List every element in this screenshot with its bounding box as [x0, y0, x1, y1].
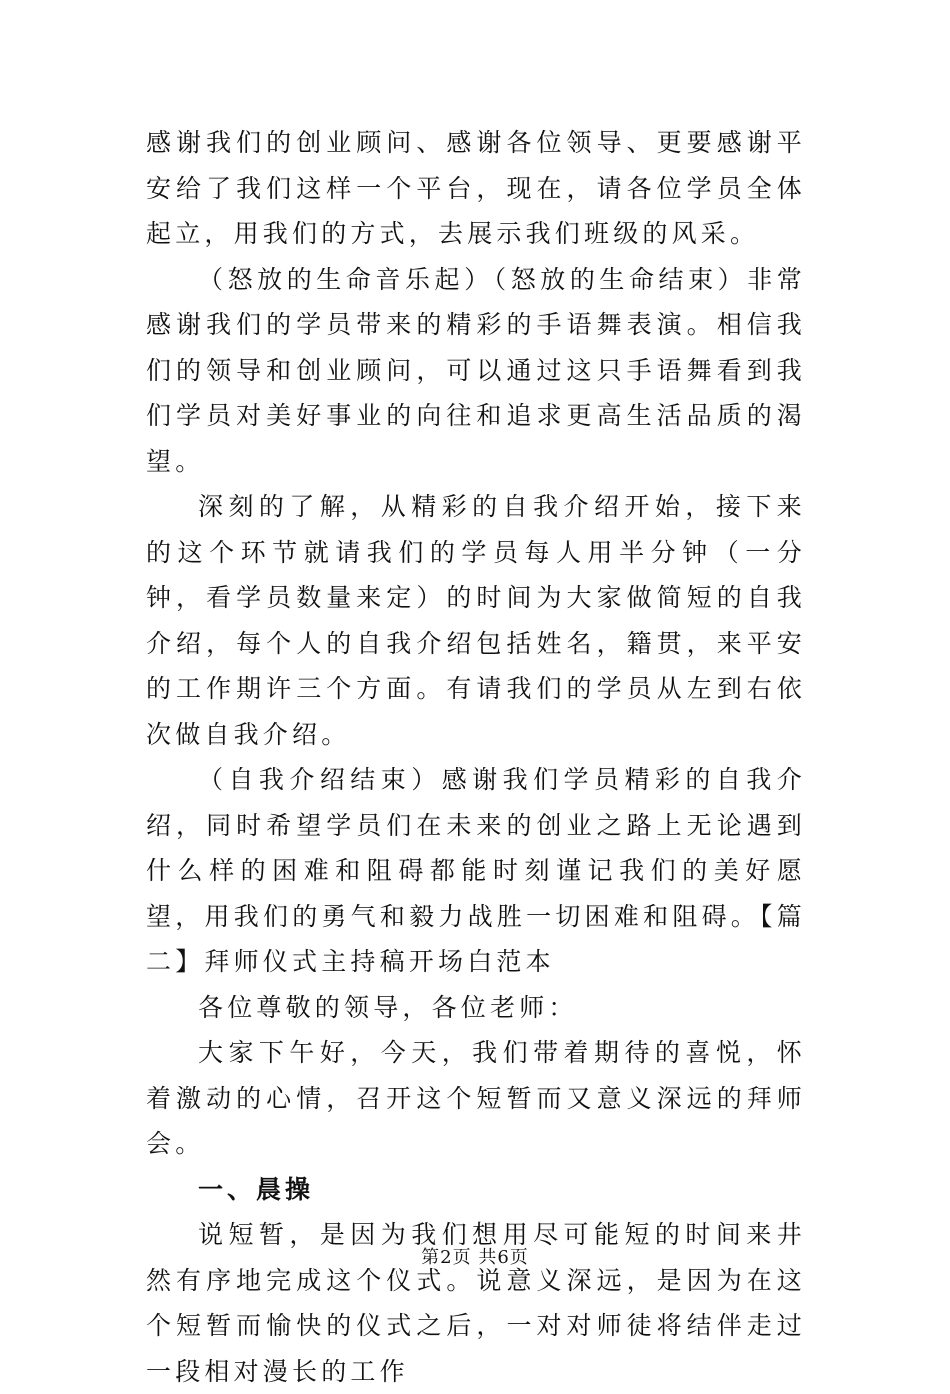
paragraph-7: 说短暂，是因为我们想用尽可能短的时间来井然有序地完成这个仪式。说意义深远，是因为在这个短暂而愉快的仪式之后，一对对师徒将结伴走过一段相对漫长的工作 — [146, 1220, 806, 1386]
page-footer: 第2页 共6页 — [421, 1247, 529, 1268]
document-body — [146, 120, 806, 1394]
paragraph-1: 感谢我们的创业顾问、感谢各位领导、更要感谢平安给了我们这样一个平台，现在，请各位学员全体起立，用我们的方式，去展示我们班级的风采。 — [146, 128, 806, 248]
paragraph-3: 深刻的了解，从精彩的自我介绍开始，接下来的这个环节就请我们的学员每人用半分钟（一分钟，看学员数量来定）的时间为大家做简短的自我介绍，每个人的自我介绍包括姓名，籍贯，来平安的工作期许三个方面。有请我们的学员从左到右依次做自我介绍。 — [146, 492, 806, 749]
paragraph-6: 大家下午好，今天，我们带着期待的喜悦，怀着激动的心情，召开这个短暂而又意义深远的拜师会。 — [146, 1038, 806, 1158]
section-heading: 一、晨操 — [198, 1174, 315, 1204]
paragraph-2: （怒放的生命音乐起）（怒放的生命结束）非常感谢我们的学员带来的精彩的手语舞表演。相信我们的领导和创业顾问，可以通过这只手语舞看到我们学员对美好事业的向往和追求更高生活品质的渴望。 — [146, 264, 806, 476]
paragraph-4: （自我介绍结束）感谢我们学员精彩的自我介绍，同时希望学员们在未来的创业之路上无论遇到什么样的困难和阻碍都能时刻谨记我们的美好愿望，用我们的勇气和毅力战胜一切困难和阻碍。【篇二】拜师仪式主持稿开场白范本 — [146, 765, 806, 976]
paragraph-5-salutation: 各位尊敬的领导，各位老师： — [198, 992, 578, 1022]
